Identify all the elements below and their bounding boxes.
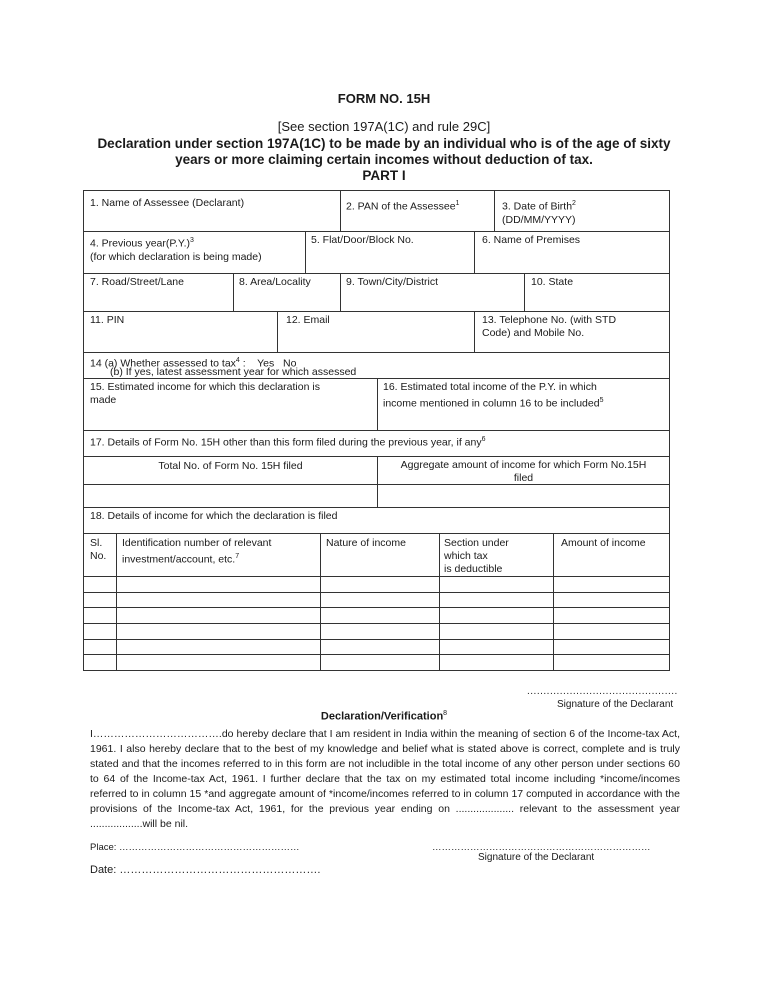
col-sl-no-line2: No.: [90, 550, 107, 562]
footnote-ref: 7: [235, 553, 240, 560]
col-section-line3: is deductible: [444, 563, 503, 575]
field-estimated-income-line1: 15. Estimated income for which this declaration is: [90, 381, 320, 393]
col-divider: [340, 191, 341, 231]
part-label: PART I: [362, 168, 406, 183]
col-divider: [553, 533, 554, 670]
col-divider: [320, 533, 321, 670]
place-field: Place: …………………………………………………: [90, 842, 300, 853]
col-sl-no-line1: Sl.: [90, 537, 103, 549]
col-divider: [277, 311, 278, 352]
col-divider: [340, 273, 341, 311]
row-divider: [84, 352, 669, 353]
col-divider: [524, 273, 525, 311]
field-assessed-to-tax-text: 14 (a) Whether assessed to tax: [90, 357, 236, 370]
section-reference: [See section 197A(1C) and rule 29C]: [277, 119, 491, 134]
field-pan-text: 2. PAN of the Assessee: [346, 200, 456, 213]
declaration-heading-line1: Declaration under section 197A(1C) to be made by an individual who is of the age of sixty: [97, 136, 671, 151]
table-row-divider: [84, 639, 669, 640]
col-identification-line1: Identification number of relevant: [122, 537, 272, 549]
col-section-line2: which tax: [444, 550, 488, 562]
signature-label-top: Signature of the Declarant: [557, 699, 674, 710]
field-dob-format: (DD/MM/YYYY): [502, 213, 576, 226]
footnote-ref: 1: [455, 200, 460, 207]
field-state: 10. State: [531, 276, 574, 288]
signature-dots-bottom: ……………………………………………………………: [432, 842, 651, 853]
footnote-ref: 5: [599, 397, 604, 404]
field-name-of-premises: 6. Name of Premises: [482, 234, 581, 246]
footnote-ref: 4: [235, 357, 240, 364]
verification-title: [0, 710, 768, 723]
footnote-ref: 3: [190, 237, 194, 244]
field-estimated-total-income-line1: 16. Estimated total income of the P.Y. in which: [383, 381, 597, 393]
col-divider: [474, 311, 475, 352]
footnote-ref: 2: [572, 200, 576, 207]
field-previous-year-note: (for which declaration is being made): [90, 250, 262, 263]
signature-label-bottom: Signature of the Declarant: [478, 852, 595, 863]
table-row-divider: [84, 623, 669, 624]
verification-text: I……………………………….do hereby declare that I am resident in India within the meaning of section 6 of the Income-tax Act, 1961. I also hereby declare that to the best of my knowledge and belief what is stated above is correct, complete and is truly stated and that the incomes referred to in this form are not includible in the total income of any other person under sections 60 to 64 of the Income-tax Act, 1961. I further declare that the tax on my estimated total income including *income/incomes referred to in column 15 *and aggregate amount of *income/incomes referred to in column 17 computed in accordance with the provisions of the Income-tax Act, 1961, for the previous year ending on .................... relevant to the assessment year ..................will be nil.: [90, 728, 680, 830]
col-section-line1: Section under: [444, 537, 509, 549]
col-divider: [474, 231, 475, 273]
row-divider: [84, 231, 669, 232]
col-nature-of-income: Nature of income: [326, 537, 406, 549]
col-section-under: [444, 537, 509, 576]
row-divider: [84, 533, 669, 534]
row-divider: [84, 507, 669, 508]
form-title: FORM NO. 15H: [337, 91, 431, 106]
col-aggregate-amount: [378, 459, 669, 485]
col-aggregate-amount-line1: Aggregate amount of income for which Form No.15H: [400, 459, 647, 471]
field-date-of-birth: [502, 197, 576, 227]
table-row-divider: [84, 607, 669, 608]
field-estimated-total-income: [383, 381, 603, 411]
field-name-of-assessee: 1. Name of Assessee (Declarant): [90, 197, 245, 209]
form-table: [83, 190, 670, 671]
field-telephone: [482, 314, 616, 340]
field-dob-text: 3. Date of Birth: [502, 200, 573, 213]
col-aggregate-amount-line2: filed: [513, 472, 534, 484]
field-income-details: 18. Details of income for which the declaration is filed: [90, 510, 338, 522]
col-identification-number: [122, 537, 271, 567]
row-divider: [84, 311, 669, 312]
signature-dots-top: ..............................................: [527, 686, 678, 697]
footnote-ref: 8: [443, 710, 448, 717]
field-other-form-15h-text: 17. Details of Form No. 15H other than this form filed during the previous year, if any: [90, 436, 482, 449]
date-field: Date: ……………………………………………….: [90, 864, 321, 876]
field-flat-door-block: 5. Flat/Door/Block No.: [311, 234, 414, 246]
col-divider: [377, 378, 378, 430]
field-estimated-income: [90, 381, 320, 407]
field-pan: [346, 197, 459, 214]
col-divider: [494, 191, 495, 231]
field-telephone-line1: 13. Telephone No. (with STD: [482, 314, 617, 326]
col-divider: [233, 273, 234, 311]
table-row-divider: [84, 576, 669, 577]
col-divider: [116, 533, 117, 670]
field-telephone-line2: Code) and Mobile No.: [482, 327, 585, 339]
table-row-divider: [84, 592, 669, 593]
verification-title-text: Declaration/Verification: [320, 710, 444, 723]
field-estimated-income-line2: made: [90, 394, 117, 406]
field-pin: 11. PIN: [90, 314, 125, 326]
col-sl-no: [90, 537, 106, 563]
field-previous-year-text: 4. Previous year(P.Y.): [90, 237, 190, 250]
field-latest-assessment-year: (b) If yes, latest assessment year for which assessed: [110, 366, 357, 378]
declaration-heading-line2: years or more claiming certain incomes without deduction of tax.: [175, 152, 593, 167]
footnote-ref: 6: [481, 436, 486, 443]
col-divider: [439, 533, 440, 670]
col-divider: [305, 231, 306, 273]
col-identification-line2: investment/account, etc.: [122, 553, 236, 566]
declaration-heading: [0, 136, 768, 168]
field-previous-year: [90, 234, 262, 264]
col-amount-of-income: Amount of income: [561, 537, 646, 549]
field-estimated-total-income-line2: income mentioned in column 16 to be included: [383, 397, 600, 410]
field-other-form-15h-details: [90, 433, 486, 450]
field-road-street-lane: 7. Road/Street/Lane: [90, 276, 184, 288]
field-area-locality: 8. Area/Locality: [239, 276, 311, 288]
field-town-city-district: 9. Town/City/District: [346, 276, 438, 288]
col-total-form-15h: Total No. of Form No. 15H filed: [158, 460, 303, 472]
table-row-divider: [84, 654, 669, 655]
row-divider: [84, 430, 669, 431]
row-divider: [84, 273, 669, 274]
yes-no-options: : Yes No: [239, 357, 297, 370]
field-email: 12. Email: [286, 314, 330, 326]
